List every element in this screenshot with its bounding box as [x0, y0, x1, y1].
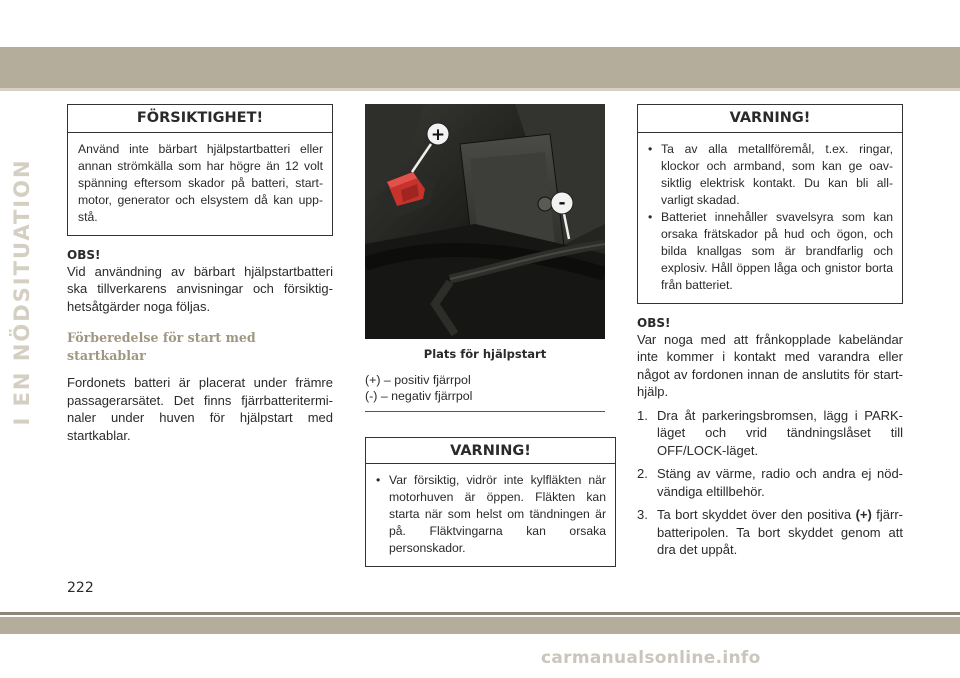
fan-warning-item: • Var försiktig, vidrör inte kylfläkten när motorhuven är öppen. Fläkten kan starta när som helst om tändningen är på. Fläktvingarna kan orsaka personskador. [376, 472, 606, 557]
watermark: carmanualsonline.info [541, 648, 761, 668]
minus-marker: - [558, 193, 566, 213]
figure-caption: Plats för hjälpstart [423, 347, 547, 361]
step-number: 1. [637, 407, 648, 423]
step-positive-symbol: (+) [855, 507, 872, 522]
fan-warning-box [365, 437, 616, 567]
intro-paragraph: Fordonets batteri är placerat under främre passagerarsätet. Det finns fjärrbatteritermi-naler under huven för hjälpstart med startkablar. [67, 375, 333, 443]
fan-warning-title: VARNING! [366, 438, 615, 464]
warning-item-metal: • Ta av alla metallföremål, t.ex. ringar, klockor och armband, som kan ge oav-siktlig elektrisk kontakt. Du kan bli all-varligt skadad. [648, 141, 893, 209]
step-number: 2. [637, 466, 648, 481]
step-text: Dra åt parkeringsbromsen, lägg i PARK-läget och vrid tändningslåset till OFF/LOCK-läget. [657, 407, 903, 458]
obs-text: Vid användning av bärbart hjälpstartbatteri ska tillverkarens anvisningar och försiktig-hetsåtgärder noga följas. [67, 263, 333, 314]
step-item [637, 407, 903, 460]
obs-text-right: Var noga med att frånkopplade kabeländar inte kommer i kontakt med varandra eller något av fordonen innan de anslutits för start-hjälp. [637, 331, 903, 399]
caution-text: Använd inte bärbart hjälpstartbatteri eller annan strömkälla som har högre än 12 volt spänning eftersom skador på batteri, start-motor, generator och elsystem då kan upp-stå. [78, 141, 323, 224]
jump-start-photo [365, 104, 605, 339]
obs-label-right: OBS! [637, 315, 671, 330]
obs-label: OBS! [67, 247, 101, 262]
column-middle [365, 104, 605, 412]
footer-band [0, 617, 960, 634]
section-tab-label: I EN NÖDSITUATION [10, 158, 34, 426]
header-rule [0, 88, 960, 91]
column-right [637, 104, 903, 565]
page-number: 222 [67, 580, 94, 596]
step-item [637, 465, 903, 500]
legend-negative: (-) – negativ fjärrpol [365, 388, 473, 403]
warning-title: VARNING! [638, 105, 902, 133]
warning-box [637, 104, 903, 304]
step-number: 3. [637, 507, 648, 522]
caution-title: FÖRSIKTIGHET! [68, 105, 332, 133]
step-text-end: fjärr-batteripolen. Ta bort skyddet genom att dra det uppåt. [657, 507, 903, 557]
fan-warning-body [366, 464, 615, 566]
step-text: Stäng av värme, radio och andra ej nöd-vändiga eltillbehör. [657, 466, 903, 499]
header-band [0, 47, 960, 88]
steps-list [637, 407, 903, 559]
column-left [67, 104, 333, 444]
warning-item-acid: • Batteriet innehåller svavelsyra som kan orsaka frätskador på hud och ögon, och bilda knallgas som är brandfarlig och explosiv. Håll öppen låga och gnistor borta från batteriet. [648, 209, 893, 294]
legend-divider [365, 411, 605, 412]
engine-bay-illustration [365, 104, 605, 339]
section-heading: Förberedelse för start med startkablar [67, 330, 256, 363]
step-item [637, 506, 903, 559]
legend-positive: (+) – positiv fjärrpol [365, 372, 471, 387]
plus-marker: + [430, 125, 446, 145]
warning-body [638, 133, 902, 303]
fan-warning-box-wrapper [365, 437, 616, 567]
step-text-start: Ta bort skyddet över den positiva [657, 507, 856, 522]
caution-box [67, 104, 333, 236]
footer-rule [0, 612, 960, 615]
